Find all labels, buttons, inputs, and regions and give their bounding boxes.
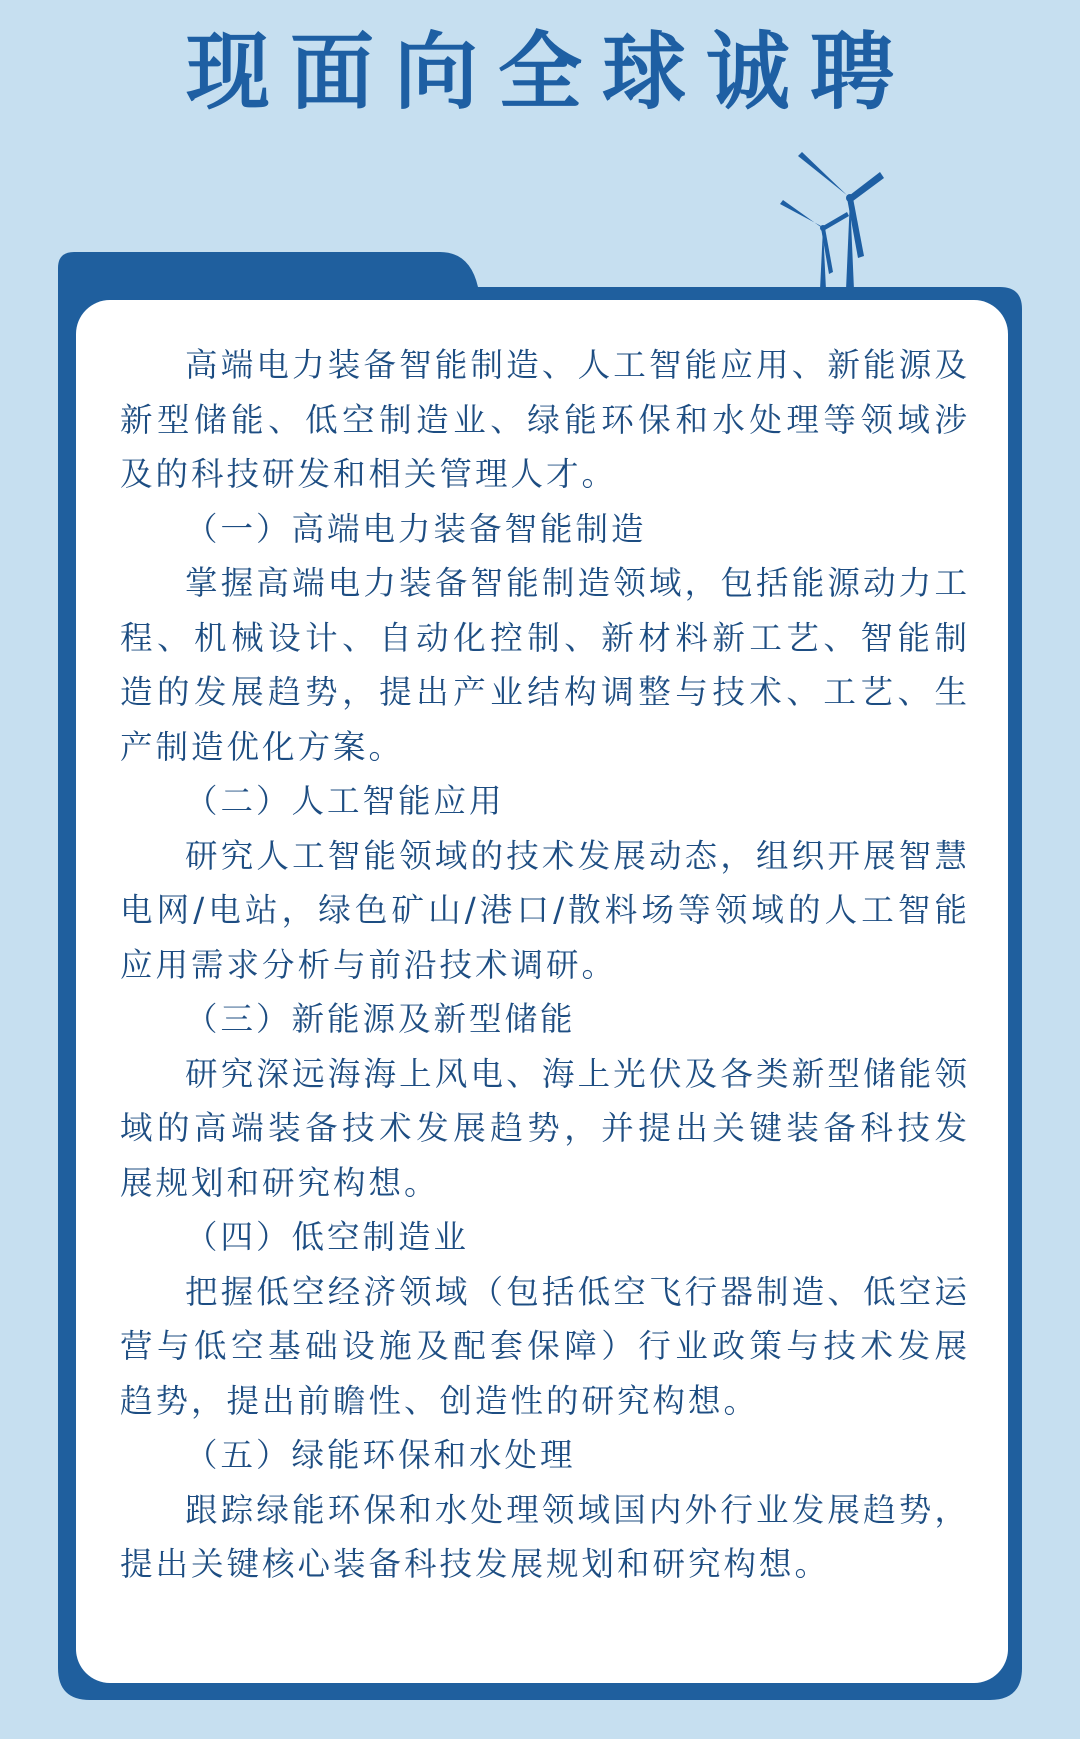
section-body: 把握低空经济领域（包括低空飞行器制造、低空运营与低空基础设施及配套保障）行业政策与技术发展趋势，提出前瞻性、创造性的研究构想。 xyxy=(120,1272,970,1420)
section-heading: （一）高端电力装备智能制造 xyxy=(185,509,647,548)
section-heading: （四）低空制造业 xyxy=(185,1218,470,1256)
section-heading: （三）新能源及新型储能 xyxy=(185,1000,576,1038)
page-title: 现面向全球诚聘 xyxy=(185,23,914,121)
section-body: 研究深远海海上风电、海上光伏及各类新型储能领域的高端装备技术发展趋势，并提出关键装备科技发展规划和研究构想。 xyxy=(120,1054,970,1202)
section-body: 研究人工智能领域的技术发展动态，组织开展智慧电网/电站，绿色矿山/港口/散料场等领域的人工智能应用需求分析与前沿技术调研。 xyxy=(120,836,970,984)
recruitment-text xyxy=(120,338,970,1592)
section-body: 跟踪绿能环保和水处理领域国内外行业发展趋势，提出关键核心装备科技发展规划和研究构想。 xyxy=(120,1490,970,1583)
intro-paragraph: 高端电力装备智能制造、人工智能应用、新能源及新型储能、低空制造业、绿能环保和水处理等领域涉及的科技研发和相关管理人才。 xyxy=(120,346,970,493)
section-body: 掌握高端电力装备智能制造领域，包括能源动力工程、机械设计、自动化控制、新材料新工艺、智能制造的发展趋势，提出产业结构调整与技术、工艺、生产制造优化方案。 xyxy=(120,564,970,766)
section-heading: （二）人工智能应用 xyxy=(185,782,505,820)
section-heading: （五）绿能环保和水处理 xyxy=(185,1436,576,1474)
